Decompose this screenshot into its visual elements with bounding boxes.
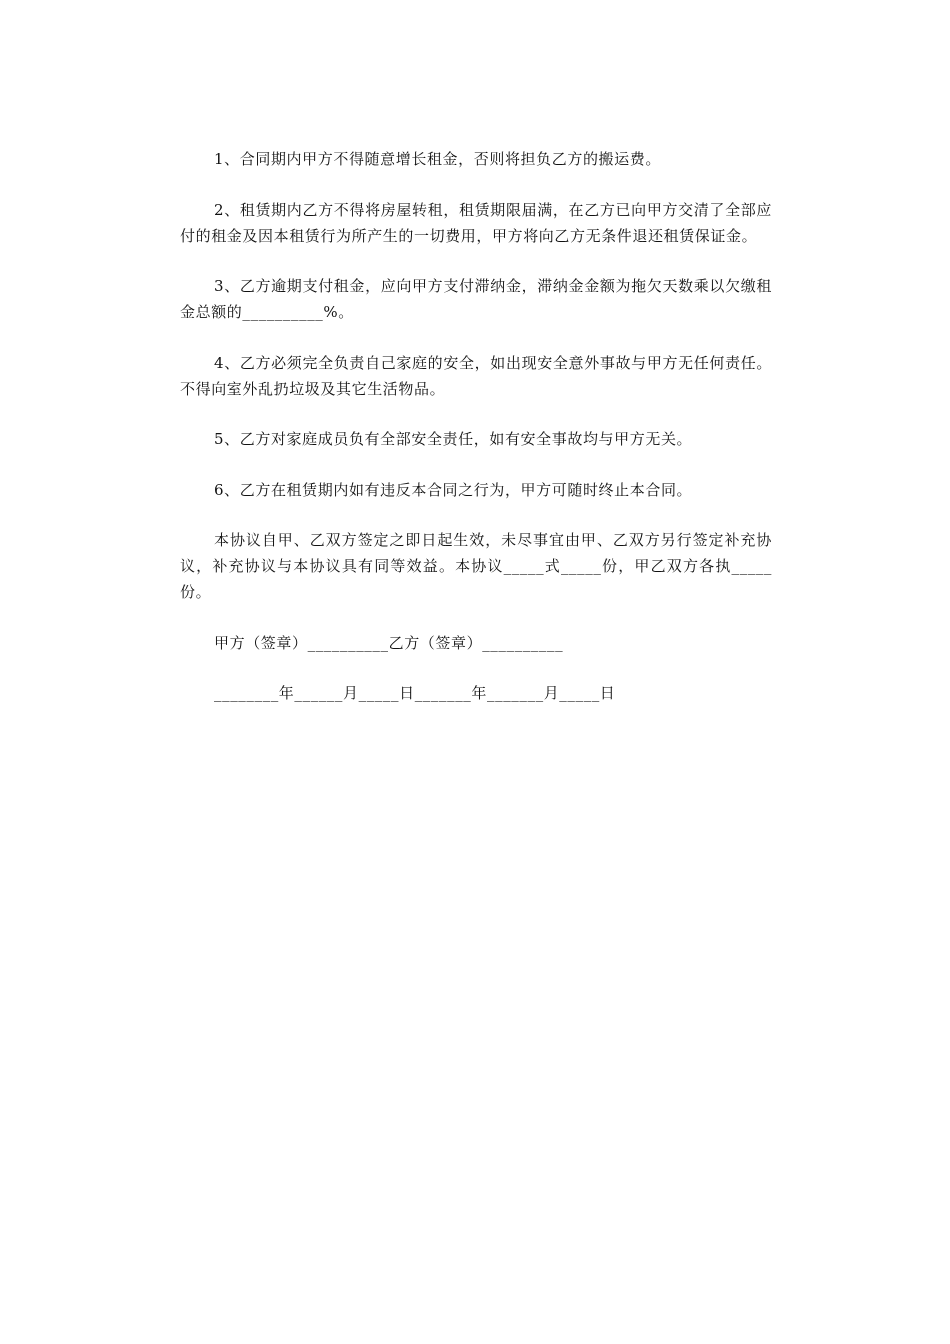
clause-6: 6、乙方在租赁期内如有违反本合同之行为，甲方可随时终止本合同。 [214,480,693,499]
date-line: ________年______月_____日_______年_______月_____日 [214,684,616,702]
clause-2: 2、租赁期内乙方不得将房屋转租，租赁期限届满，在乙方已向甲方交清了全部应付的租金及因本租赁行为所产生的一切费用，甲方将向乙方无条件退还租赁保证金。 [180,200,772,245]
clause-1: 1、合同期内甲方不得随意增长租金，否则将担负乙方的搬运费。 [214,150,661,168]
clause-3: 3、乙方逾期支付租金，应向甲方支付滞纳金，滞纳金金额为拖欠天数乘以欠缴租金总额的__________%。 [180,277,772,321]
contract-document [180,146,772,706]
clause-5: 5、乙方对家庭成员负有全部安全责任，如有安全事故均与甲方无关。 [214,430,693,448]
effective-clause: 本协议自甲、乙双方签定之即日起生效，未尽事宜由甲、乙双方另行签定补充协议，补充协议与本协议具有同等效益。本协议_____式_____份，甲乙双方各执_____份。 [180,531,772,601]
signature-line: 甲方（签章）__________乙方（签章）__________ [214,633,564,652]
clause-4: 4、乙方必须完全负责自己家庭的安全，如出现安全意外事故与甲方无任何责任。不得向室外乱扔垃圾及其它生活物品。 [180,353,772,398]
